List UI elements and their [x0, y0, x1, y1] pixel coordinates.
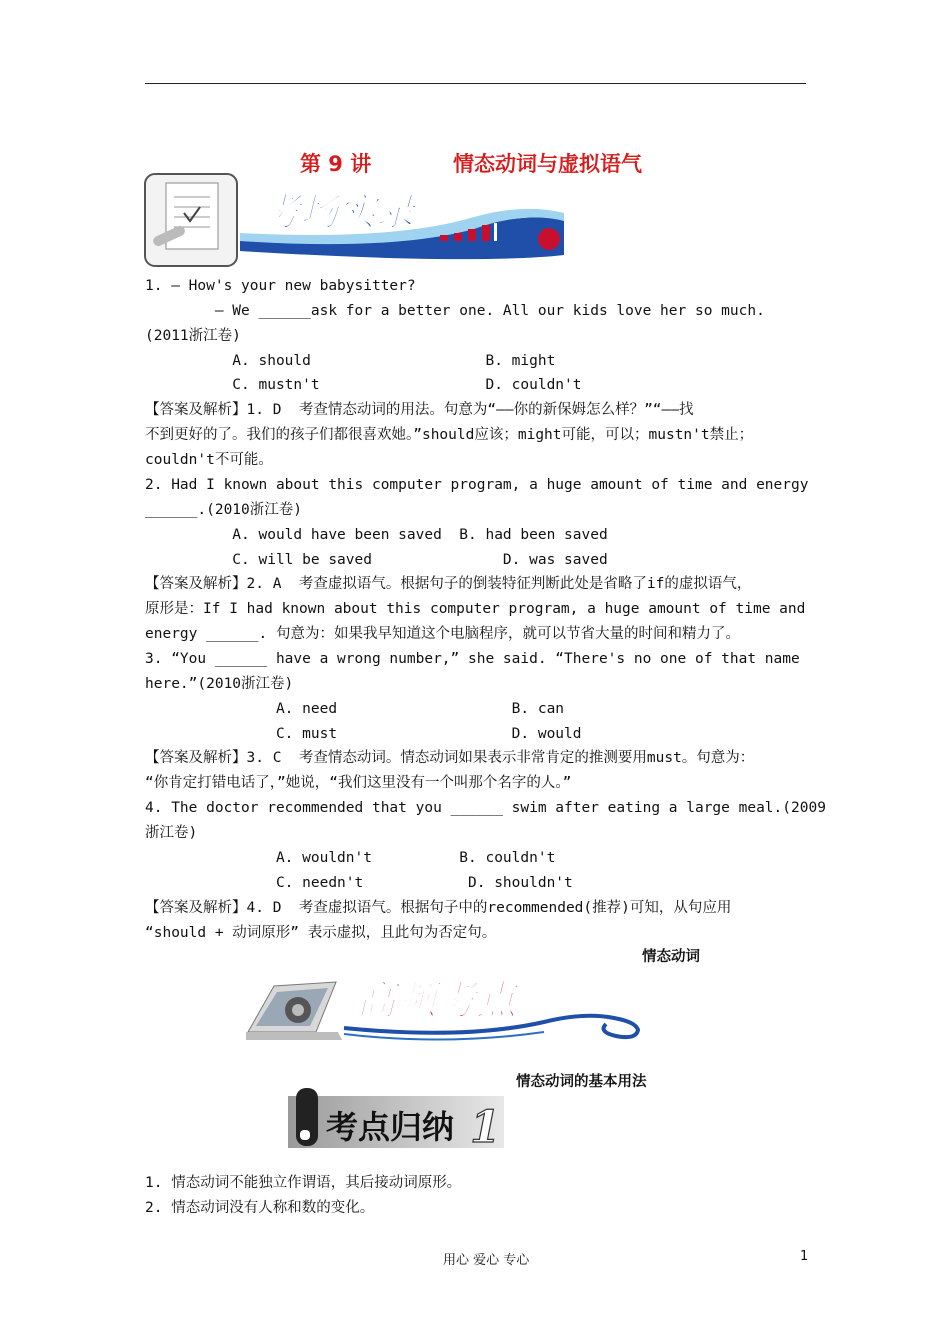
high-freq-banner	[244, 966, 644, 1046]
q2-line-1: 2. Had I known about this computer program, a huge amount of time and energy	[145, 477, 809, 493]
page-number: 1	[800, 1249, 809, 1264]
q3-answer-1: 【答案及解析】3. C 考查情态动词。情态动词如果表示非常肯定的推测要用must。句意为：	[145, 750, 755, 766]
q3-options-cd: C. must D. would	[145, 726, 582, 742]
q4-answer-1: 【答案及解析】4. D 考查虚拟语气。根据句子中的recommended(推荐)可知，从句应用	[145, 900, 732, 916]
point-2: 2. 情态动词没有人称和数的变化。	[145, 1200, 375, 1216]
q4-line-2: 浙江卷)	[145, 825, 198, 841]
footer-center: 用心 爱心 专心	[443, 1253, 530, 1268]
q4-options-ab: A. wouldn't B. couldn't	[145, 850, 556, 866]
lecture-number: 第 9 讲	[300, 152, 372, 176]
q1-answer-1: 【答案及解析】1. D 考查情态动词的用法。句意为“——你的新保姆怎么样？”“——找	[145, 402, 694, 418]
q3-line-1: 3. “You ______ have a wrong number,” she said. “There's no one of that name	[145, 651, 800, 667]
exam-record-banner	[144, 173, 568, 269]
summary-graphic	[284, 1086, 508, 1152]
q3-options-ab: A. need B. can	[145, 701, 565, 717]
subsection-heading: 情态动词的基本用法	[516, 1074, 647, 1090]
header-rule	[145, 83, 806, 84]
summary-banner	[284, 1086, 508, 1152]
point-1: 1. 情态动词不能独立作谓语，其后接动词原形。	[145, 1175, 462, 1191]
q1-answer-2: 不到更好的了。我们的孩子们都很喜欢她。”should应该；might可能，可以；mustn't禁止；	[145, 427, 754, 443]
q1-line-2: — We ______ask for a better one. All our kids love her so much.	[145, 303, 765, 319]
page-title: 情态动词与虚拟语气	[453, 152, 642, 176]
high-freq-title: 高频考点	[356, 977, 516, 1024]
q4-options-cd: C. needn't D. shouldn't	[145, 875, 573, 891]
q2-answer-2: 原形是：If I had known about this computer program, a huge amount of time and	[145, 601, 806, 617]
q2-line-2: ______.(2010浙江卷)	[145, 502, 302, 518]
summary-title: 考点归纳	[326, 1108, 455, 1146]
q2-options-cd: C. will be saved D. was saved	[145, 552, 608, 568]
q2-answer-3: energy ______. 句意为：如果我早知道这个电脑程序，就可以节省大量的时间和精力了。	[145, 626, 740, 642]
section-heading: 情态动词	[642, 949, 700, 965]
q4-line-1: 4. The doctor recommended that you ______ swim after eating a large meal.(2009	[145, 800, 826, 816]
q1-options-cd: C. mustn't D. couldn't	[145, 377, 582, 393]
exam-record-title: 考场实录	[262, 189, 415, 234]
high-freq-graphic	[244, 966, 644, 1046]
exam-record-graphic	[144, 173, 568, 269]
q1-answer-3: couldn't不可能。	[145, 452, 273, 468]
q1-options-ab: A. should B. might	[145, 353, 556, 369]
q3-answer-2: “你肯定打错电话了，”她说，“我们这里没有一个叫那个名字的人。”	[145, 775, 572, 791]
q2-options-ab: A. would have been saved B. had been saved	[145, 527, 608, 543]
q1-line-3: (2011浙江卷)	[145, 328, 241, 344]
summary-number: 1	[470, 1102, 501, 1152]
q1-line-1: 1. — How's your new babysitter?	[145, 278, 416, 294]
q3-line-2: here.”(2010浙江卷)	[145, 676, 294, 692]
q4-answer-2: “should + 动词原形” 表示虚拟，且此句为否定句。	[145, 925, 497, 941]
q2-answer-1: 【答案及解析】2. A 考查虚拟语气。根据句子的倒装特征判断此处是省略了if的虚拟语气，	[145, 576, 752, 592]
